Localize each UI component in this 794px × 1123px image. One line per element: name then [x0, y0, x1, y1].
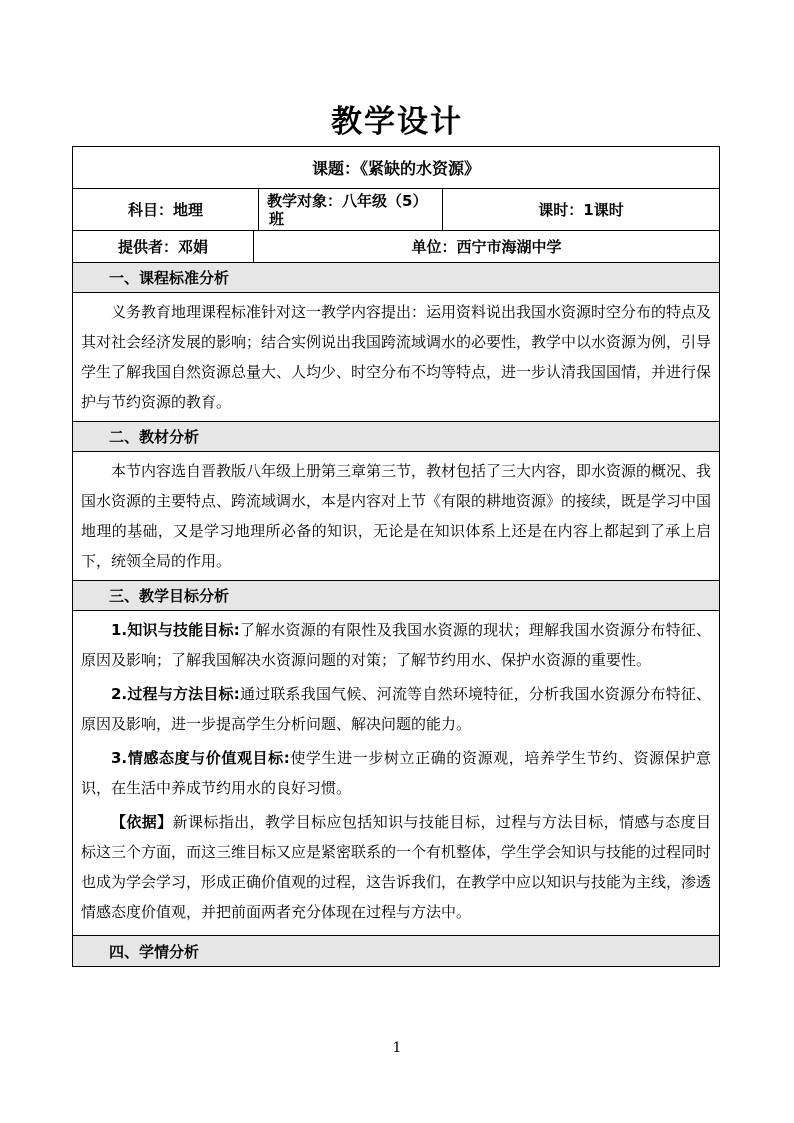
section-body	[73, 293, 719, 422]
section-heading: 三、教学目标分析	[109, 587, 230, 605]
unit-cell: 单位：西宁市海湖中学	[253, 231, 719, 262]
provider-row	[73, 231, 719, 263]
basis-paragraph	[81, 807, 711, 927]
section-heading: 一、课程标准分析	[109, 269, 230, 287]
goal-knowledge-paragraph	[81, 615, 711, 675]
audience-line1: 教学对象：八年级（5）	[267, 191, 428, 210]
goal-knowledge-lead: 1.知识与技能目标:	[111, 621, 240, 639]
topic-row	[73, 147, 719, 189]
basis-lead: 【依据】	[111, 813, 173, 831]
lesson-plan-table	[72, 146, 720, 967]
basis-text: 新课标指出，教学目标应包括知识与技能目标，过程与方法目标，情感与态度目标这三个方面，而这三维目标又应是紧密联系的一个有机整体，学生学会知识与技能的过程同时也成为学会学习，形成正确价值观的过程，这告诉我们，在教学中应以知识与技能为主线，渗透情感态度价值观，并把前面两者充分体现在过程与方法中。	[81, 813, 712, 921]
page-number: 1	[392, 1040, 402, 1056]
periods-cell: 课时：1课时	[442, 189, 719, 230]
section-heading-row	[73, 581, 719, 611]
standard-analysis-paragraph: 义务教育地理课程标准针对这一教学内容提出：运用资料说出我国水资源时空分布的特点及其对社会经济发展的影响；结合实例说出我国跨流域调水的必要性，教学中以水资源为例，引导学生了解我国自然资源总量大、人均少、时空分布不均等特点，进一步认清我国国情，并进行保护与节约资源的教育。	[81, 303, 712, 411]
provider-cell: 提供者：邓娟	[117, 238, 208, 256]
goal-attitude-text: 使学生进一步树立正确的资源观，培养学生节约、资源保护意识，在生活中养成节约用水的良好习惯。	[81, 749, 711, 797]
audience-cell	[258, 189, 442, 230]
section-heading: 二、教材分析	[109, 428, 200, 446]
goal-process-lead: 2.过程与方法目标:	[111, 685, 240, 703]
audience-line2: 班	[269, 209, 285, 228]
section-body	[73, 611, 719, 936]
meta-row	[73, 189, 719, 231]
section-heading-row	[73, 936, 719, 966]
goal-process-text: 通过联系我国气候、河流等自然环境特征，分析我国水资源分布特征、原因及影响，进一步提高学生分析问题、解决问题的能力。	[81, 685, 711, 733]
textbook-analysis-paragraph: 本节内容选自晋教版八年级上册第三章第三节，教材包括了三大内容，即水资源的概况、我国水资源的主要特点、跨流域调水，本是内容对上节《有限的耕地资源》的接续，既是学习中国地理的基础，又是学习地理所必备的知识，无论是在知识体系上还是在内容上都起到了承上启下，统领全局的作用。	[81, 462, 712, 570]
goal-attitude-lead: 3.情感态度与价值观目标:	[111, 749, 290, 767]
goal-attitude-paragraph	[81, 743, 711, 803]
goal-process-paragraph	[81, 679, 711, 739]
section-heading-row	[73, 263, 719, 293]
topic-cell: 课题：《紧缺的水资源》	[311, 159, 480, 178]
section-heading-row	[73, 422, 719, 452]
document-title: 教学设计	[331, 104, 463, 140]
goal-knowledge-text: 了解水资源的有限性及我国水资源的现状；理解我国水资源分布特征、原因及影响；了解我国解决水资源问题的对策；了解节约用水、保护水资源的重要性。	[81, 621, 711, 669]
section-heading: 四、学情分析	[109, 942, 200, 961]
section-body	[73, 452, 719, 581]
subject-cell: 科目：地理	[127, 201, 203, 219]
